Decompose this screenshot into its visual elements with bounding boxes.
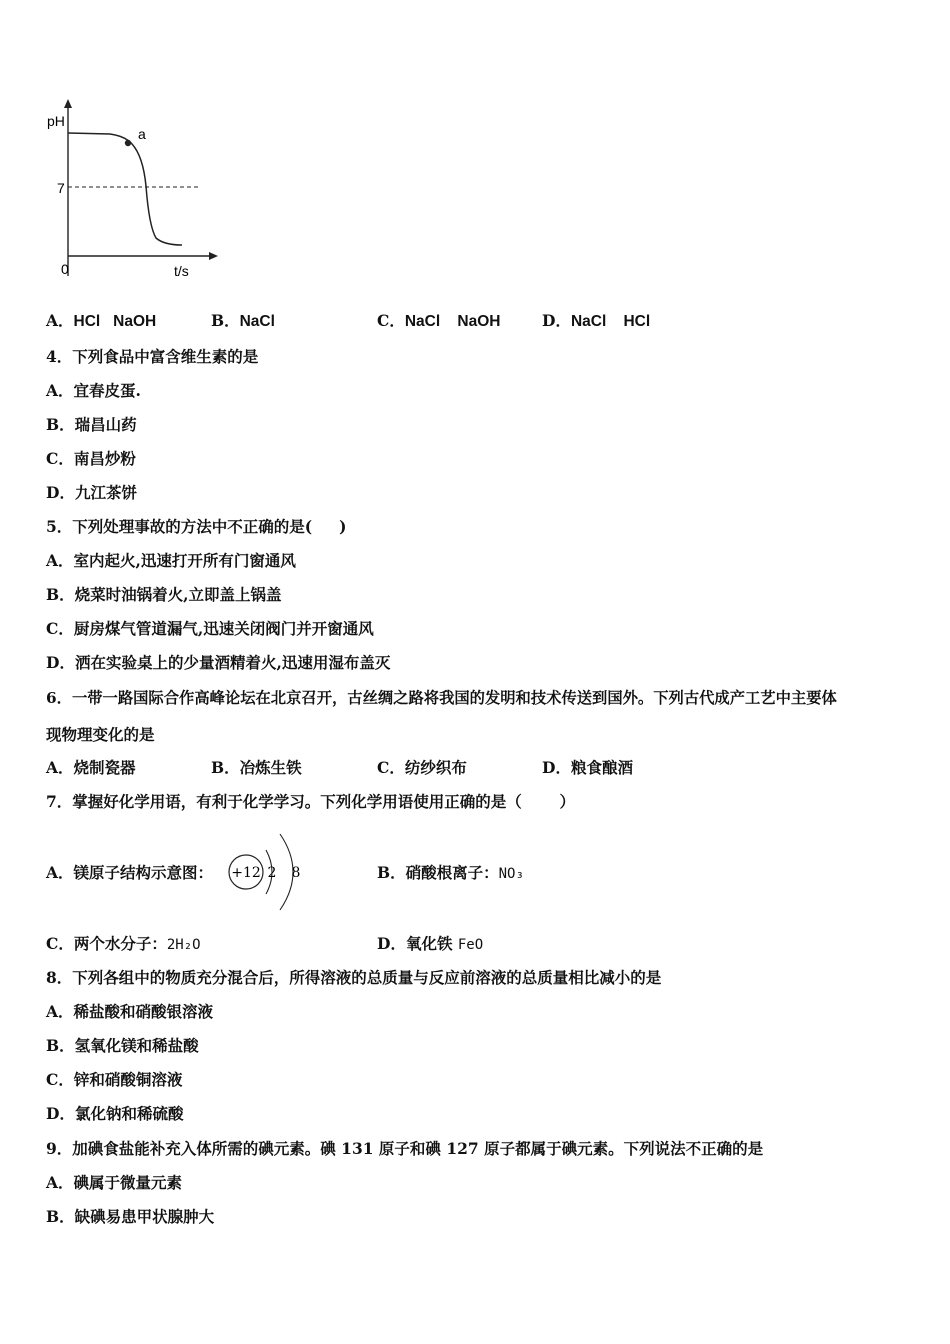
q8-option-a: A．稀盐酸和硝酸银溶液: [46, 1002, 214, 1021]
x-axis-arrow: [209, 252, 218, 260]
q6-option-d: D．粮食酿酒: [542, 758, 633, 777]
q3-option-b: B．NaCl: [211, 311, 275, 330]
shell-1-electrons: 2: [267, 865, 277, 881]
q6-option-b: B．冶炼生铁: [211, 758, 302, 777]
q9-option-a: A．碘属于微量元素: [46, 1173, 183, 1192]
y-axis-label: pH: [47, 113, 65, 129]
q7-stem: 7．掌握好化学用语，有利于化学学习。下列化学用语使用正确的是（ ）: [46, 792, 576, 811]
ph-time-graph: [40, 96, 240, 286]
q9-option-b: B．缺碘易患甲状腺肿大: [46, 1207, 215, 1226]
q5-option-a: A．室内起火,迅速打开所有门窗通风: [46, 551, 296, 570]
q9-stem: 9．加碘食盐能补充入体所需的碘元素。碘 131 原子和碘 127 原子都属于碘元素。下列说法不正确的是: [46, 1139, 764, 1158]
y-axis-arrow: [64, 99, 72, 108]
q3-option-d: D．NaCl HCl: [542, 311, 651, 330]
q5-option-b: B．烧菜时油锅着火,立即盖上锅盖: [46, 585, 282, 604]
q3-option-c: C．NaCl NaOH: [377, 311, 501, 330]
q7-option-a: A．镁原子结构示意图：: [46, 863, 214, 882]
point-a-label: a: [138, 126, 146, 142]
q4-option-c: C．南昌炒粉: [46, 449, 136, 468]
q8-option-c: C．锌和硝酸铜溶液: [46, 1070, 183, 1089]
q4-option-b: B．瑞昌山药: [46, 415, 137, 434]
titration-curve: [68, 133, 182, 245]
q8-option-d: D．氯化钠和稀硫酸: [46, 1104, 184, 1123]
q7-option-d: D．氧化铁 FeO: [377, 934, 484, 953]
q7-option-b: B．硝酸根离子：NO₃: [377, 863, 524, 882]
q8-option-b: B．氢氧化镁和稀盐酸: [46, 1036, 199, 1055]
q5-stem: 5．下列处理事故的方法中不正确的是( ): [46, 517, 347, 536]
q7-option-c: C．两个水分子：2H₂O: [46, 934, 201, 953]
q5-option-c: C．厨房煤气管道漏气,迅速关闭阀门并开窗通风: [46, 619, 374, 638]
q8-stem: 8．下列各组中的物质充分混合后，所得溶液的总质量与反应前溶液的总质量相比减小的是: [46, 968, 662, 987]
nucleus-charge: +12: [231, 865, 261, 881]
magnesium-atom-diagram: [220, 828, 310, 916]
q5-option-d: D．洒在实验桌上的少量酒精着火,迅速用湿布盖灭: [46, 653, 391, 672]
q4-stem: 4．下列食品中富含维生素的是: [46, 347, 259, 366]
q6-stem-line1: 6．一带一路国际合作高峰论坛在北京召开，古丝绸之路将我国的发明和技术传送到国外。下列古代成产工艺中主要体: [46, 689, 837, 707]
q3-option-a: A．HCl NaOH: [46, 311, 157, 330]
shell-2-electrons: 8: [291, 865, 301, 881]
x-axis-label: t/s: [174, 263, 189, 279]
point-a-marker: [125, 140, 131, 146]
q6-option-a: A．烧制瓷器: [46, 758, 136, 777]
q4-option-a: A．宜春皮蛋.: [46, 381, 141, 400]
ph7-label: 7: [57, 180, 65, 196]
origin-label: 0: [61, 261, 69, 277]
q6-stem-line2: 现物理变化的是: [46, 725, 155, 744]
q6-option-c: C．纺纱织布: [377, 758, 467, 777]
q4-option-d: D．九江茶饼: [46, 483, 137, 502]
